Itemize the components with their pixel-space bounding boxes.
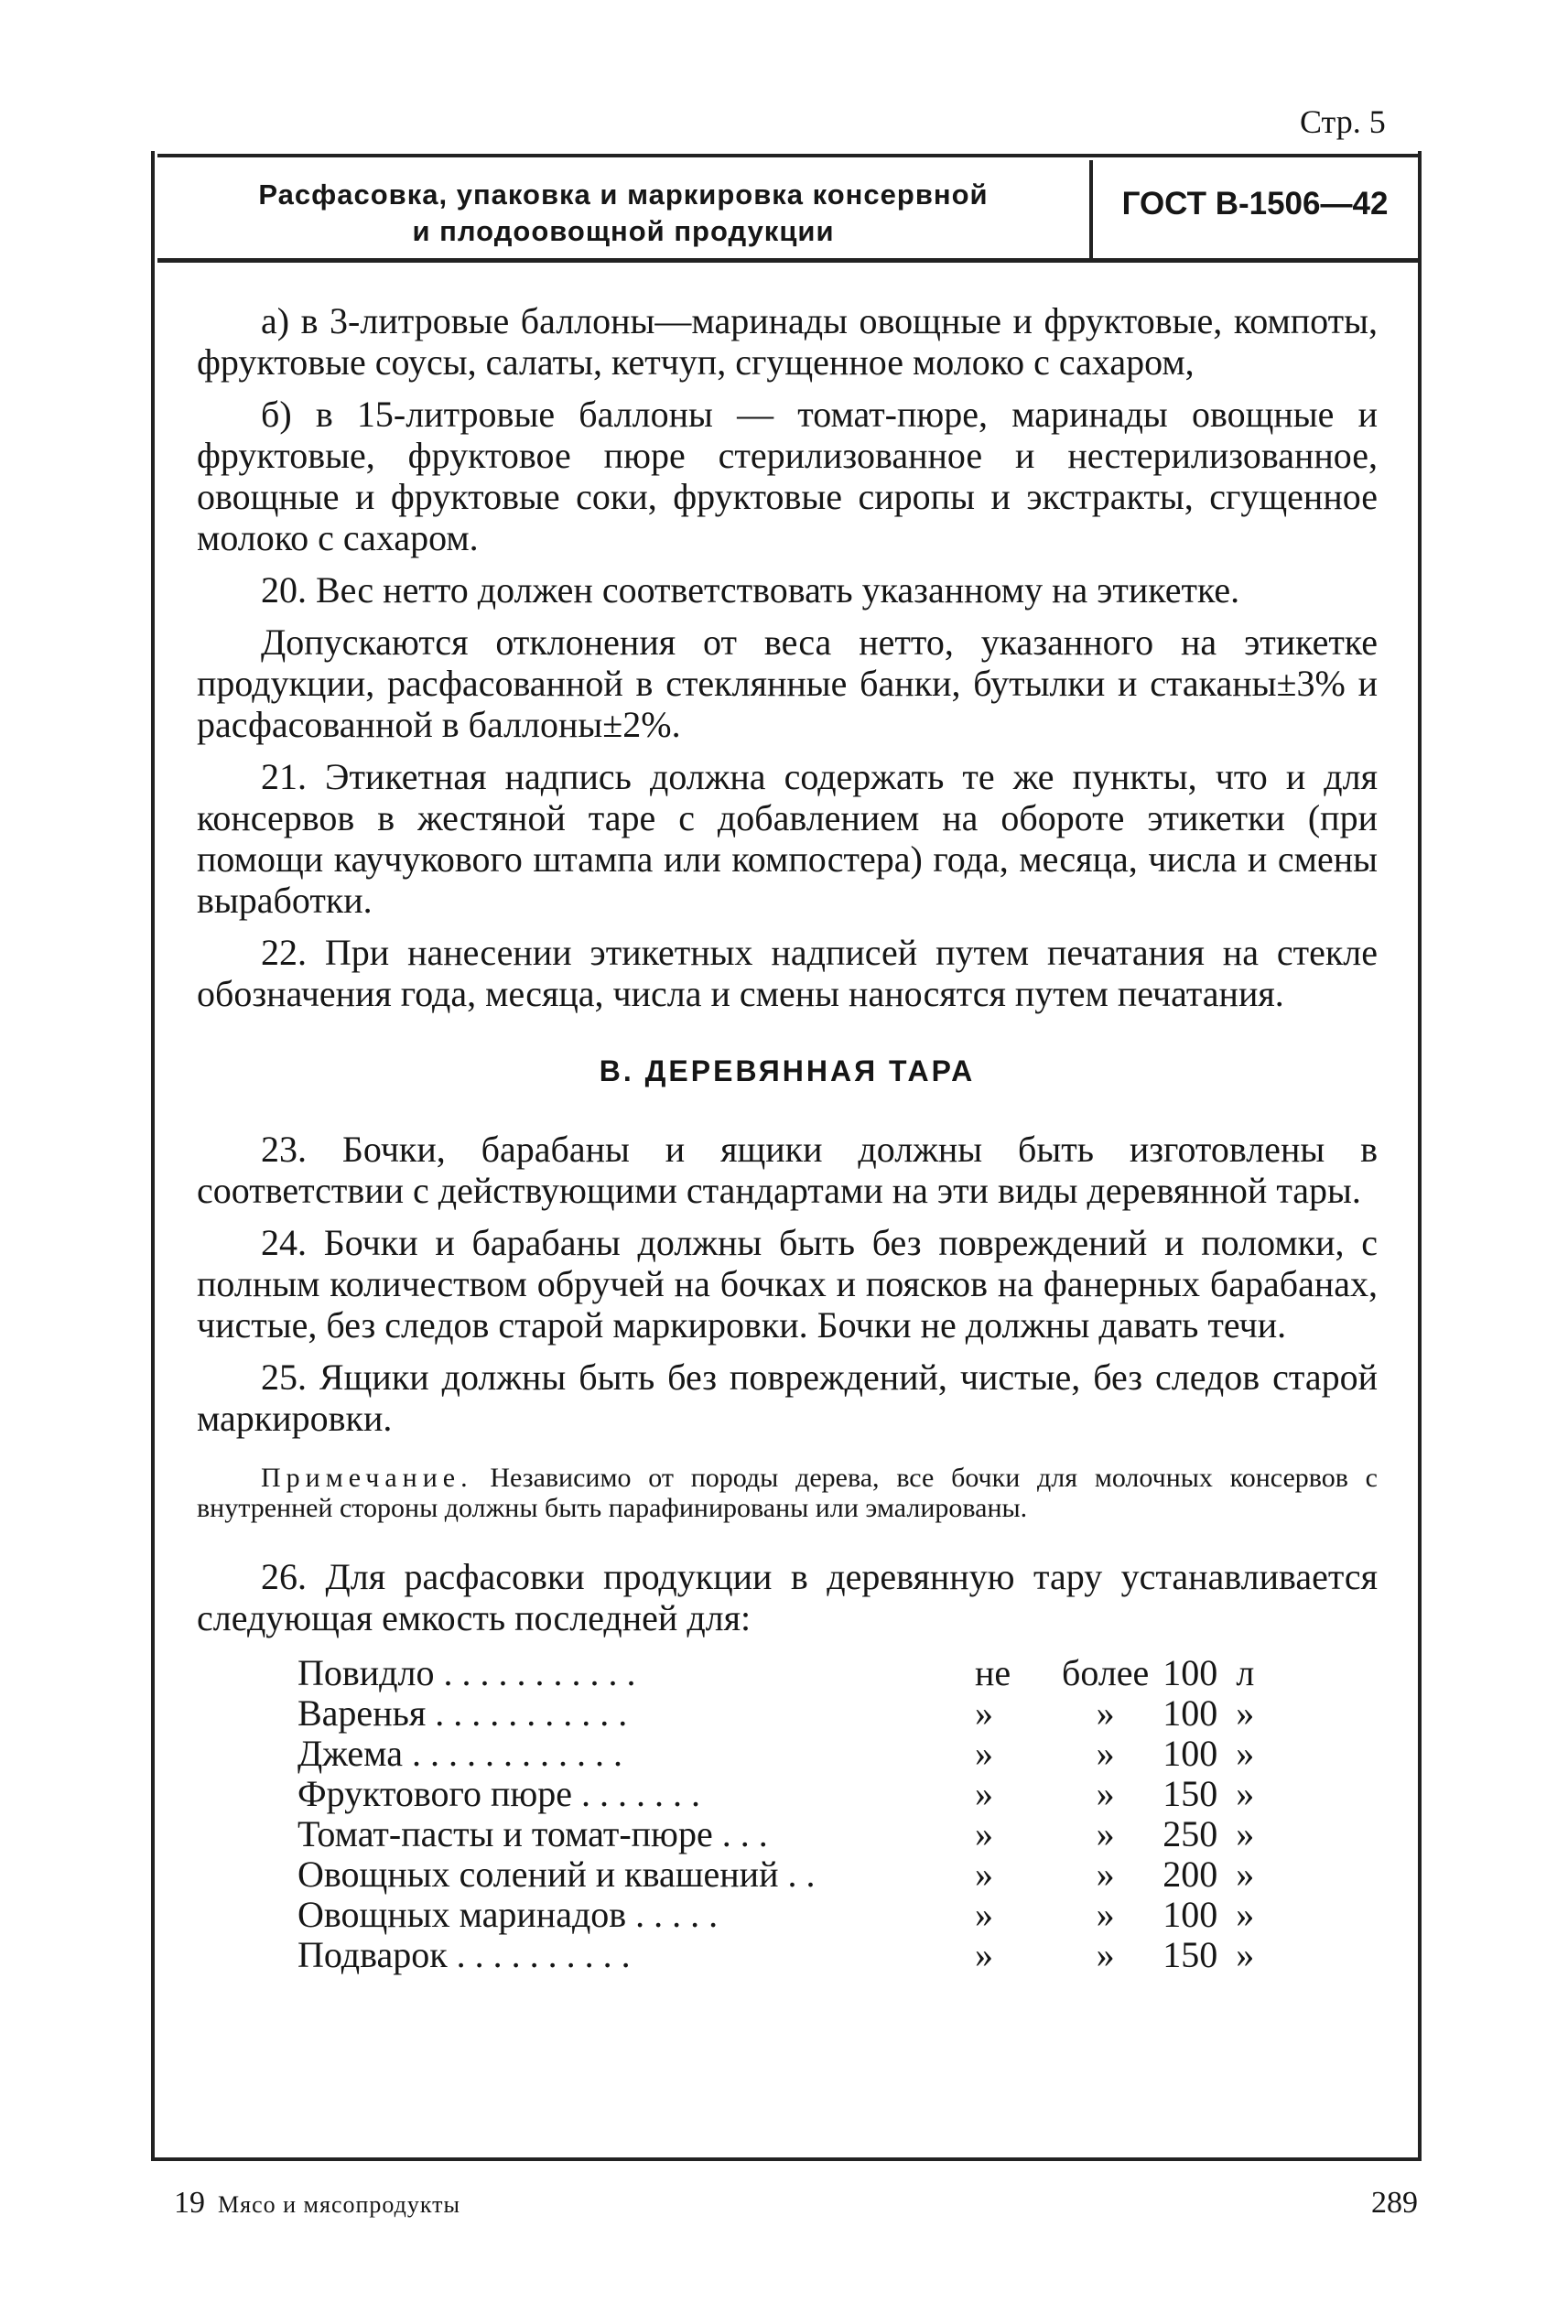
- header-top-rule: [157, 154, 1419, 157]
- capacity-row: [297, 1895, 1272, 1935]
- limit-qualifier: »: [1096, 1733, 1115, 1774]
- capacity-unit: »: [1236, 1773, 1255, 1814]
- capacity-row: [297, 1814, 1272, 1854]
- limit-prefix: »: [975, 1854, 993, 1895]
- footer-rule: [151, 2157, 1422, 2161]
- limit-prefix: »: [975, 1692, 993, 1734]
- capacity-table: [297, 1653, 1272, 1975]
- product-name: Овощных солений и квашений . .: [297, 1854, 816, 1895]
- header-title: [157, 177, 1089, 250]
- limit-prefix: »: [975, 1773, 993, 1814]
- capacity-row: [297, 1774, 1272, 1814]
- paragraph-19a: а) в 3-литровые баллоны—маринады овощные и фруктовые, компоты, фруктовые соусы, салаты, кетчуп, сгущенное молоко с сахаром,: [197, 300, 1378, 383]
- signature-text: Мясо и мясопродукты: [218, 2191, 460, 2218]
- limit-prefix: не: [975, 1652, 1011, 1693]
- limit-qualifier: »: [1096, 1773, 1115, 1814]
- limit-qualifier: »: [1096, 1894, 1115, 1935]
- product-name: Овощных маринадов . . . . .: [297, 1894, 719, 1935]
- footer-page-number: 289: [1371, 2186, 1418, 2220]
- capacity-row: [297, 1935, 1272, 1975]
- product-name: Джема . . . . . . . . . . . .: [297, 1733, 622, 1774]
- page-number: Стр. 5: [1300, 103, 1386, 140]
- capacity-value: 100: [1162, 1652, 1218, 1693]
- paragraph-20-tolerance: Допускаются отклонения от веса нетто, указанного на этикетке продукции, расфасованной в стеклянные банки, бутылки и стаканы±3% и расфасованной в баллоны±2%.: [197, 622, 1378, 745]
- header-title-line1: Расфасовка, упаковка и маркировка консервной: [258, 178, 989, 211]
- capacity-unit: »: [1236, 1934, 1255, 1975]
- signature-number: 19: [174, 2186, 205, 2220]
- paragraph-21: 21. Этикетная надпись должна содержать те же пункты, что и для консервов в жестяной таре с добавлением на обороте этикетки (при помощи каучукового штампа или компостера) года, месяца, числа и смены выработки.: [197, 756, 1378, 921]
- capacity-value: 150: [1162, 1773, 1218, 1814]
- capacity-value: 200: [1162, 1854, 1218, 1895]
- header-title-line2: и плодоовощной продукции: [412, 215, 835, 247]
- limit-qualifier: более: [1062, 1652, 1150, 1693]
- limit-qualifier: »: [1096, 1813, 1115, 1854]
- footer-signature: [174, 2186, 460, 2221]
- capacity-unit: »: [1236, 1894, 1255, 1935]
- capacity-value: 150: [1162, 1934, 1218, 1975]
- body-text: [197, 300, 1378, 1975]
- product-name: Варенья . . . . . . . . . . .: [297, 1692, 628, 1734]
- product-name: Томат-пасты и томат-пюре . . .: [297, 1813, 768, 1854]
- product-name: Повидло . . . . . . . . . . .: [297, 1652, 636, 1693]
- limit-qualifier: »: [1096, 1854, 1115, 1895]
- header-divider: [1089, 160, 1093, 261]
- limit-prefix: »: [975, 1733, 993, 1774]
- section-heading: В. ДЕРЕВЯННАЯ ТАРА: [599, 1054, 976, 1087]
- capacity-unit: »: [1236, 1733, 1255, 1774]
- note: [197, 1463, 1378, 1523]
- capacity-value: 100: [1162, 1894, 1218, 1935]
- paragraph-25: 25. Ящики должны быть без повреждений, чистые, без следов старой маркировки.: [197, 1357, 1378, 1439]
- frame-right-rule: [1418, 151, 1422, 2160]
- capacity-row: [297, 1854, 1272, 1895]
- paragraph-24: 24. Бочки и барабаны должны быть без повреждений и поломки, с полным количеством обручей на бочках и поясков на фанерных барабанах, чистые, без следов старой маркировки. Бочки не должны давать течи.: [197, 1222, 1378, 1346]
- standard-code: ГОСТ В-1506—42: [1121, 186, 1389, 222]
- note-label: Примечание.: [261, 1463, 473, 1493]
- capacity-unit: »: [1236, 1854, 1255, 1895]
- paragraph-19b: б) в 15-литровые баллоны — томат-пюре, маринады овощные и фруктовые, фруктовое пюре стерилизованное и нестерилизованное, овощные и фруктовые соки, фруктовые сиропы и экстракты, сгущенное молоко с сахаром.: [197, 394, 1378, 558]
- frame-left-rule: [151, 151, 155, 2160]
- limit-qualifier: »: [1096, 1692, 1115, 1734]
- limit-prefix: »: [975, 1813, 993, 1854]
- paragraph-22: 22. При нанесении этикетных надписей путем печатания на стекле обозначения года, месяца, числа и смены наносятся путем печатания.: [197, 932, 1378, 1014]
- capacity-unit: л: [1236, 1652, 1255, 1693]
- capacity-row: [297, 1734, 1272, 1774]
- paragraph-26: 26. Для расфасовки продукции в деревянную тару устанавливается следующая емкость последней для:: [197, 1556, 1378, 1638]
- capacity-value: 100: [1162, 1733, 1218, 1774]
- capacity-value: 250: [1162, 1813, 1218, 1854]
- capacity-value: 100: [1162, 1692, 1218, 1734]
- paragraph-20: 20. Вес нетто должен соответствовать указанному на этикетке.: [261, 569, 1240, 611]
- product-name: Фруктового пюре . . . . . . .: [297, 1773, 700, 1814]
- capacity-unit: »: [1236, 1692, 1255, 1734]
- note-text: Независимо от породы дерева, все бочки для молочных консервов с внутренней стороны должны быть парафинированы или эмалированы.: [197, 1463, 1378, 1523]
- capacity-row: [297, 1693, 1272, 1734]
- capacity-row: [297, 1653, 1272, 1693]
- paragraph-23: 23. Бочки, барабаны и ящики должны быть изготовлены в соответствии с действующими стандартами на эти виды деревянной тары.: [197, 1129, 1378, 1211]
- limit-prefix: »: [975, 1894, 993, 1935]
- limit-qualifier: »: [1096, 1934, 1115, 1975]
- header-bottom-rule: [157, 258, 1419, 263]
- capacity-unit: »: [1236, 1813, 1255, 1854]
- limit-prefix: »: [975, 1934, 993, 1975]
- product-name: Подварок . . . . . . . . . .: [297, 1934, 631, 1975]
